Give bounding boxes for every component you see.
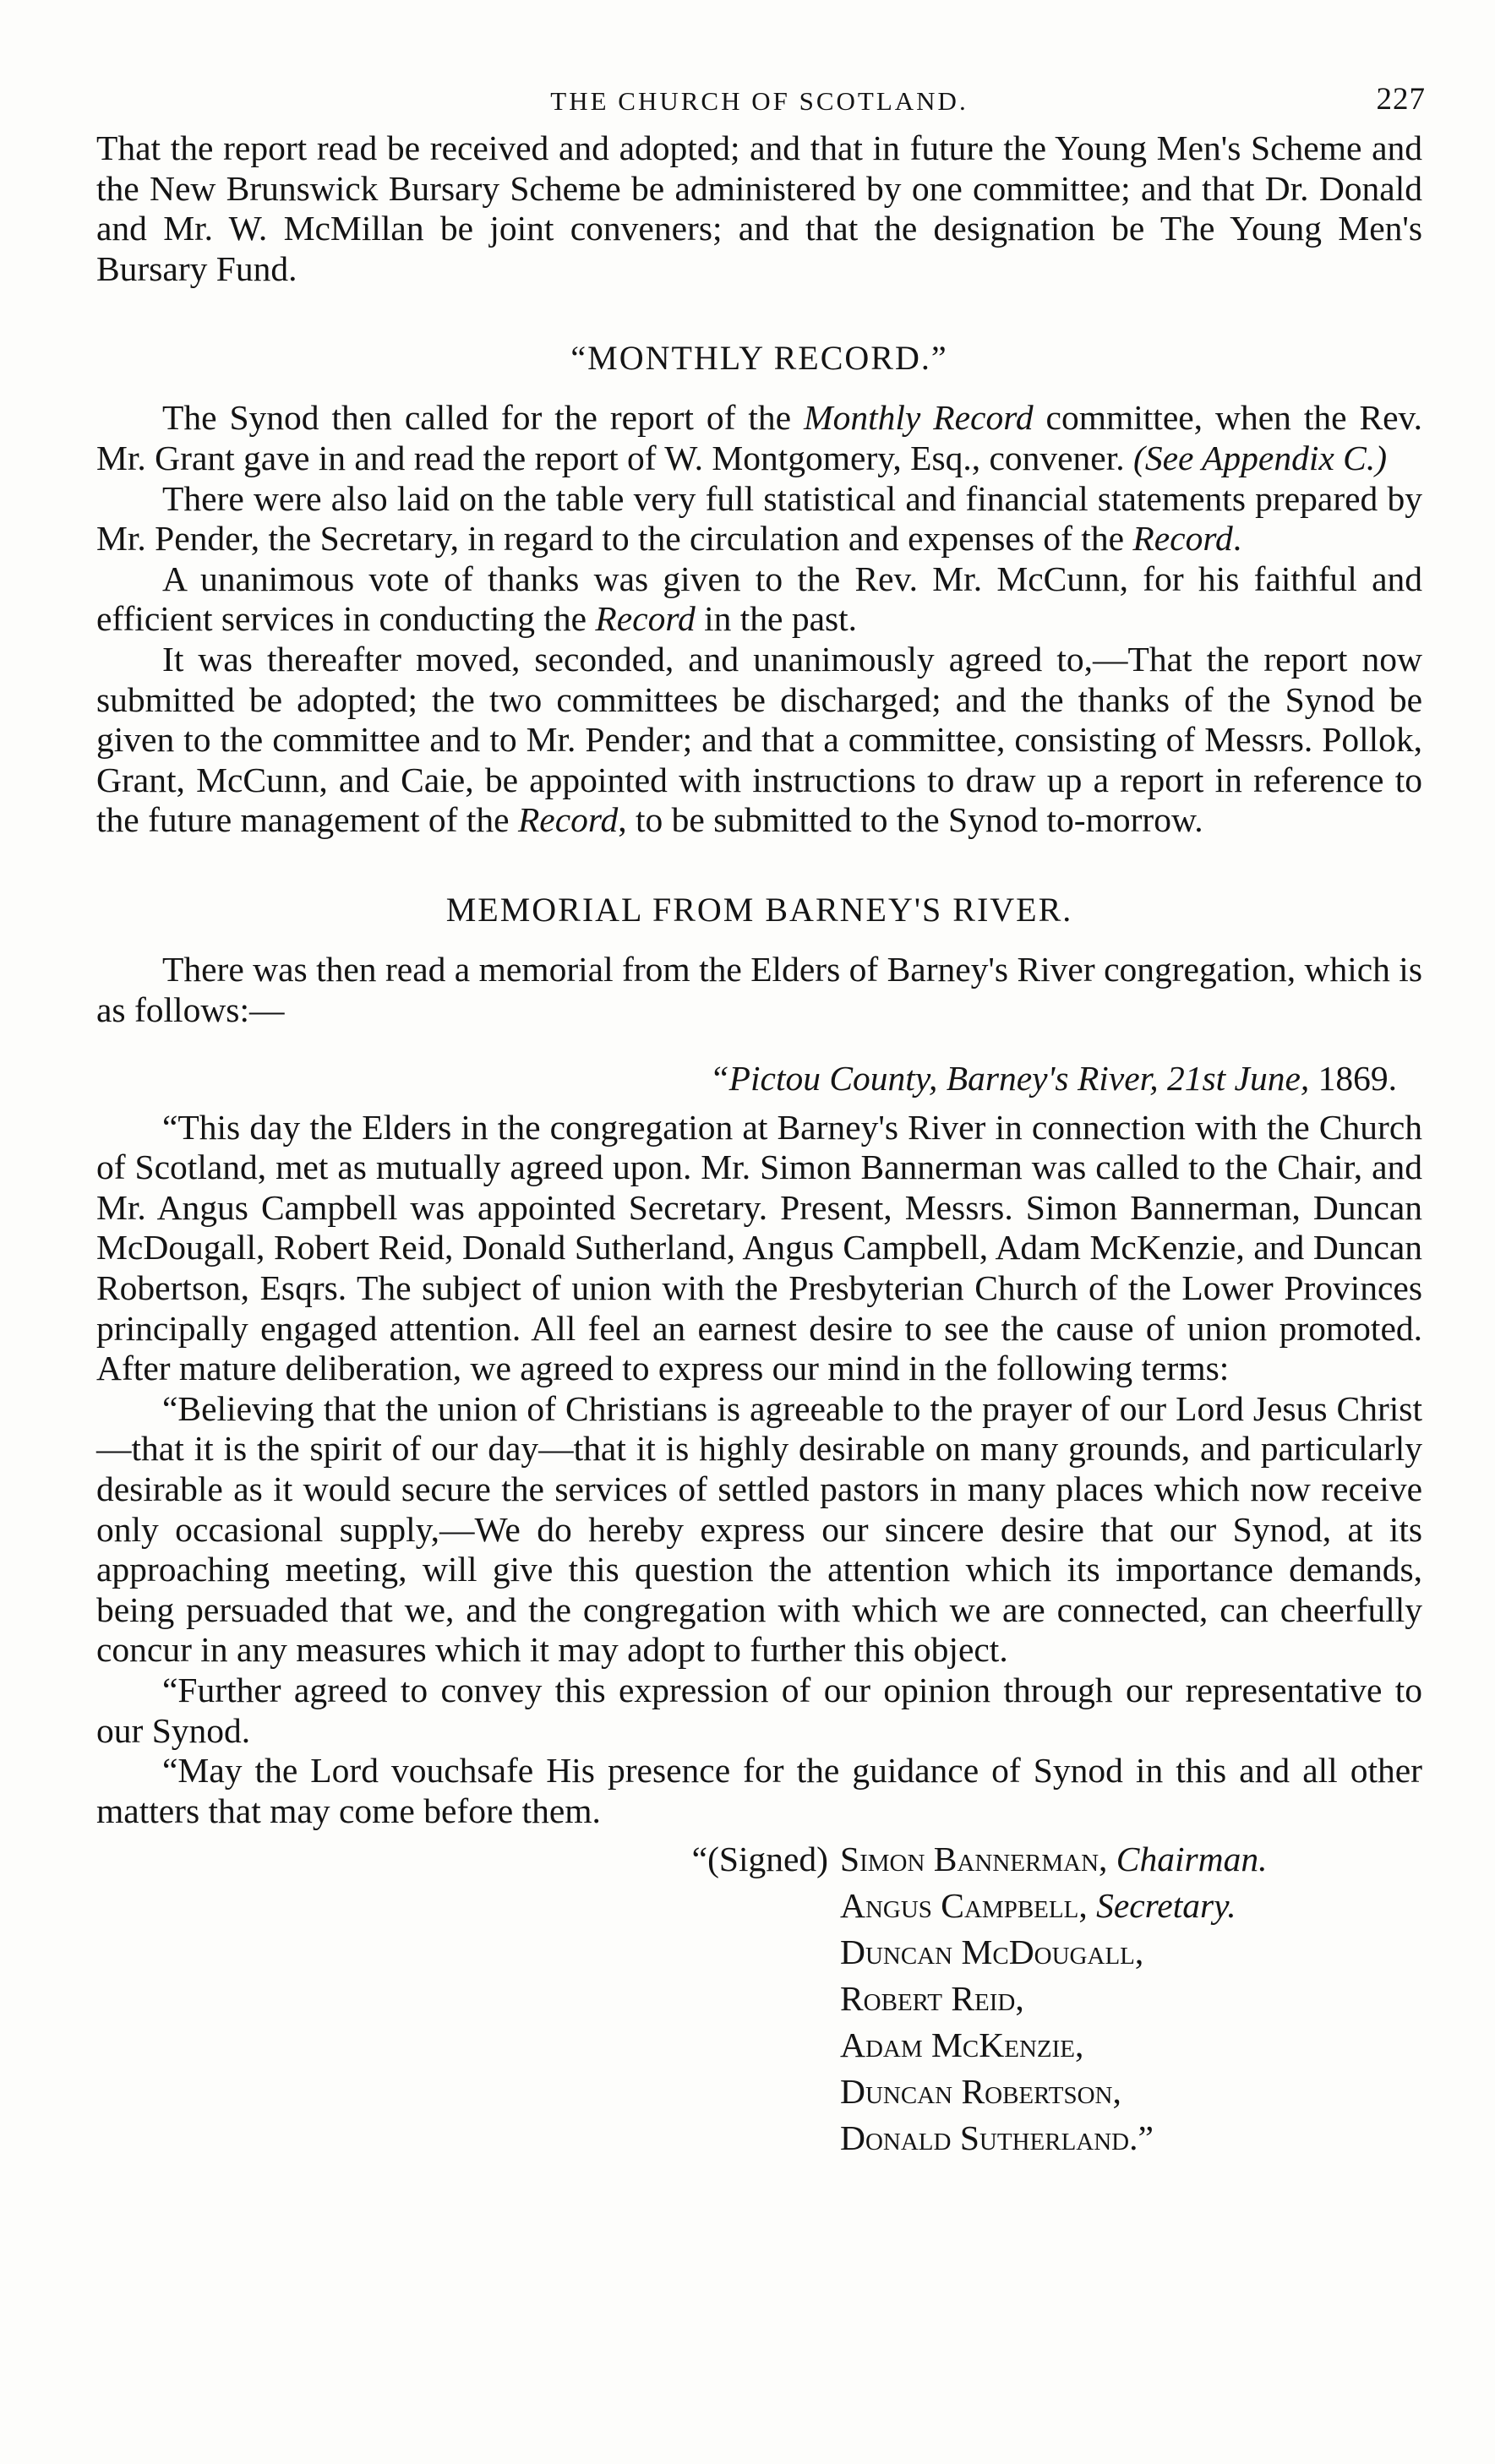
text-run: The Synod then called for the report of the [162,398,805,438]
signatory-name: Duncan McDougall, [840,1932,1144,1972]
italic-title: Record [1132,519,1233,559]
text-run: It was thereafter moved, seconded, and unanimously agreed to,—That the report now submitted be adopted; the two committees be discharged; and the thanks of the Synod be given to the committee and to Mr. Pender; and that a committee, consisting of Messrs. Pollok, Grant, McCunn, and Caie, be appointed with instructions to draw up a report in reference to the future management of the [96,639,1422,840]
dateline-year: 1869. [1309,1059,1397,1098]
signature-line [840,2069,1422,2115]
memorial-quote-2: “Believing that the union of Christians is agreeable to the prayer of our Lord Jesus Christ—that it is the spirit of our day—that it is highly desirable on many grounds, and particularly desirable as it would secure the services of settled pastors in many places which now receive only occasional supply,—We do hereby express our sincere desire that our Synod, at its approaching meeting, will give this question the attention which its importance demands, being persuaded that we, and the congregation with which we are connected, can cheerfully concur in any measures which it may adopt to further this object. [96,1388,1422,1670]
signatory-name: Simon Bannerman, [840,1840,1108,1879]
signed-label: “(Signed) [691,1840,828,1879]
signatory-name: Robert Reid, [840,1979,1024,2019]
italic-title: Record [595,599,696,639]
italic-title: Record [517,800,619,840]
signature-line [840,2022,1422,2069]
text-run: in the past. [695,599,858,639]
monthly-record-paragraph-3 [96,559,1422,640]
monthly-record-paragraph-4 [96,640,1422,841]
section-heading-monthly-record: “MONTHLY RECORD.” [570,339,948,378]
appendix-reference: (See Appendix C.) [1133,438,1388,477]
signatory-name: Duncan Robertson, [840,2072,1121,2112]
spacer [96,1099,1422,1108]
text-run: , to be submitted to the Synod to-morrow. [618,800,1203,840]
opening-paragraph: That the report read be received and adopted; and that in future the Young Men's Scheme and the New Brunswick Bursary Scheme be administered by one committee; and that Dr. Donald and Mr. W. McMillan be joint conveners; and that the designation be The Young Men's Bursary Fund. [96,128,1422,288]
text-run: committee, when the Rev. Mr. Grant gave in and read the report of W. Montgomery, Esq., convener. [96,398,1422,477]
signatory-name: Angus Campbell, [840,1886,1088,1926]
signature-line [96,1836,1422,1883]
signatory-role: Chairman. [1107,1840,1268,1879]
signature-line [840,1976,1422,2022]
italic-title: Monthly Record [804,398,1034,438]
text-run: . [1232,519,1242,559]
monthly-record-paragraph-1 [96,398,1422,478]
signatory-role: Secretary. [1087,1886,1236,1926]
memorial-quote-1: “This day the Elders in the congregation at Barney's River in connection with the Church of Scotland, met as mutually agreed upon. Mr. Simon Bannerman was called to the Chair, and Mr. Angus Campbell was appointed Secretary. Present, Messrs. Simon Bannerman, Duncan McDougall, Robert Reid, Donald Sutherland, Angus Campbell, Adam McKenzie, and Duncan Robertson, Esqrs. The subject of union with the Presbyterian Church of the Lower Provinces principally engaged attention. All feel an earnest desire to see the cause of union promoted. After mature deliberation, we agreed to express our mind in the following terms: [96,1107,1422,1388]
signature-block [96,1836,1422,2161]
signatory-name: Adam McKenzie, [840,2025,1084,2065]
signature-line [840,1929,1422,1976]
page-number: 227 [1376,82,1426,117]
signature-line [840,1883,1422,1929]
memorial-quote-4: “May the Lord vouchsafe His presence for the guidance of Synod in this and all other matters that may come before them. [96,1751,1422,1830]
memorial-dateline [96,1059,1422,1099]
running-header [96,78,1426,128]
text-run: There were also laid on the table very full statistical and financial statements prepared by Mr. Pender, the Secretary, in regard to the circulation and expenses of the [96,478,1422,559]
monthly-record-paragraph-2 [96,479,1422,559]
running-title: THE CHURCH OF SCOTLAND. [550,86,968,116]
text-run: A unanimous vote of thanks was given to the Rev. Mr. McCunn, for his faithful and efficient services in conducting the [96,559,1422,639]
signatory-name: Donald Sutherland.” [840,2118,1154,2158]
dateline-place-date: “Pictou County, Barney's River, 21st June, [709,1059,1310,1098]
memorial-intro: There was then read a memorial from the Elders of Barney's River congregation, which is as follows:— [96,949,1422,1029]
section-heading-memorial: MEMORIAL FROM BARNEY'S RIVER. [445,890,1073,929]
memorial-quote-3: “Further agreed to convey this expression of our opinion through our representative to our Synod. [96,1671,1422,1750]
signature-line [840,2115,1422,2161]
